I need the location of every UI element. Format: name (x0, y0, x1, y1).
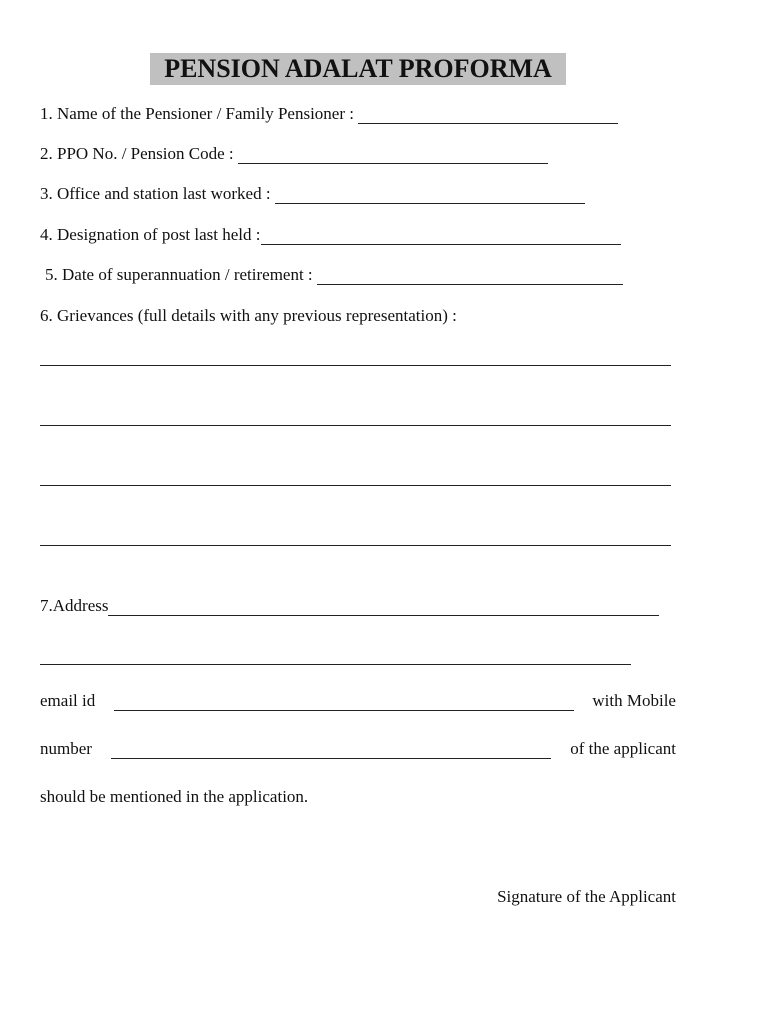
retirement-blank[interactable] (317, 268, 623, 285)
ppo-label: 2. PPO No. / Pension Code : (40, 144, 234, 163)
grievance-line-4[interactable] (40, 545, 671, 546)
grievance-line-3[interactable] (40, 485, 671, 486)
office-label: 3. Office and station last worked : (40, 184, 271, 203)
address-row (40, 596, 659, 616)
designation-blank[interactable] (261, 228, 621, 245)
signature-label: Signature of the Applicant (497, 887, 676, 906)
number-label: number (40, 739, 92, 758)
designation-label: 4. Designation of post last held : (40, 225, 261, 244)
email-label: email id (40, 691, 96, 710)
grievances-label: 6. Grievances (full details with any previous representation) : (40, 306, 457, 325)
grievances-row (40, 306, 457, 326)
name-label: 1. Name of the Pensioner / Family Pensioner : (40, 104, 354, 123)
mobile-row (40, 739, 676, 759)
ppo-blank[interactable] (238, 147, 548, 164)
grievance-line-2[interactable] (40, 425, 671, 426)
with-mobile-label: with Mobile (592, 691, 676, 710)
office-field-row (40, 184, 585, 204)
office-blank[interactable] (275, 187, 585, 204)
email-row (40, 691, 676, 711)
name-field-row (40, 104, 618, 124)
ppo-field-row (40, 144, 548, 164)
page-title: PENSION ADALAT PROFORMA (150, 53, 566, 85)
grievance-line-1[interactable] (40, 365, 671, 366)
email-blank[interactable] (114, 694, 574, 711)
retirement-label: 5. Date of superannuation / retirement : (45, 265, 313, 284)
note-text: should be mentioned in the application. (40, 787, 309, 806)
mobile-blank[interactable] (111, 742, 551, 759)
designation-field-row (40, 225, 621, 245)
retirement-field-row (45, 265, 623, 285)
address-line-2[interactable] (40, 664, 631, 665)
name-blank[interactable] (358, 107, 618, 124)
address-label: 7.Address (40, 596, 109, 615)
address-blank[interactable] (108, 599, 659, 616)
signature-row (497, 887, 676, 907)
note-row (40, 787, 308, 807)
of-applicant-label: of the applicant (570, 739, 676, 758)
